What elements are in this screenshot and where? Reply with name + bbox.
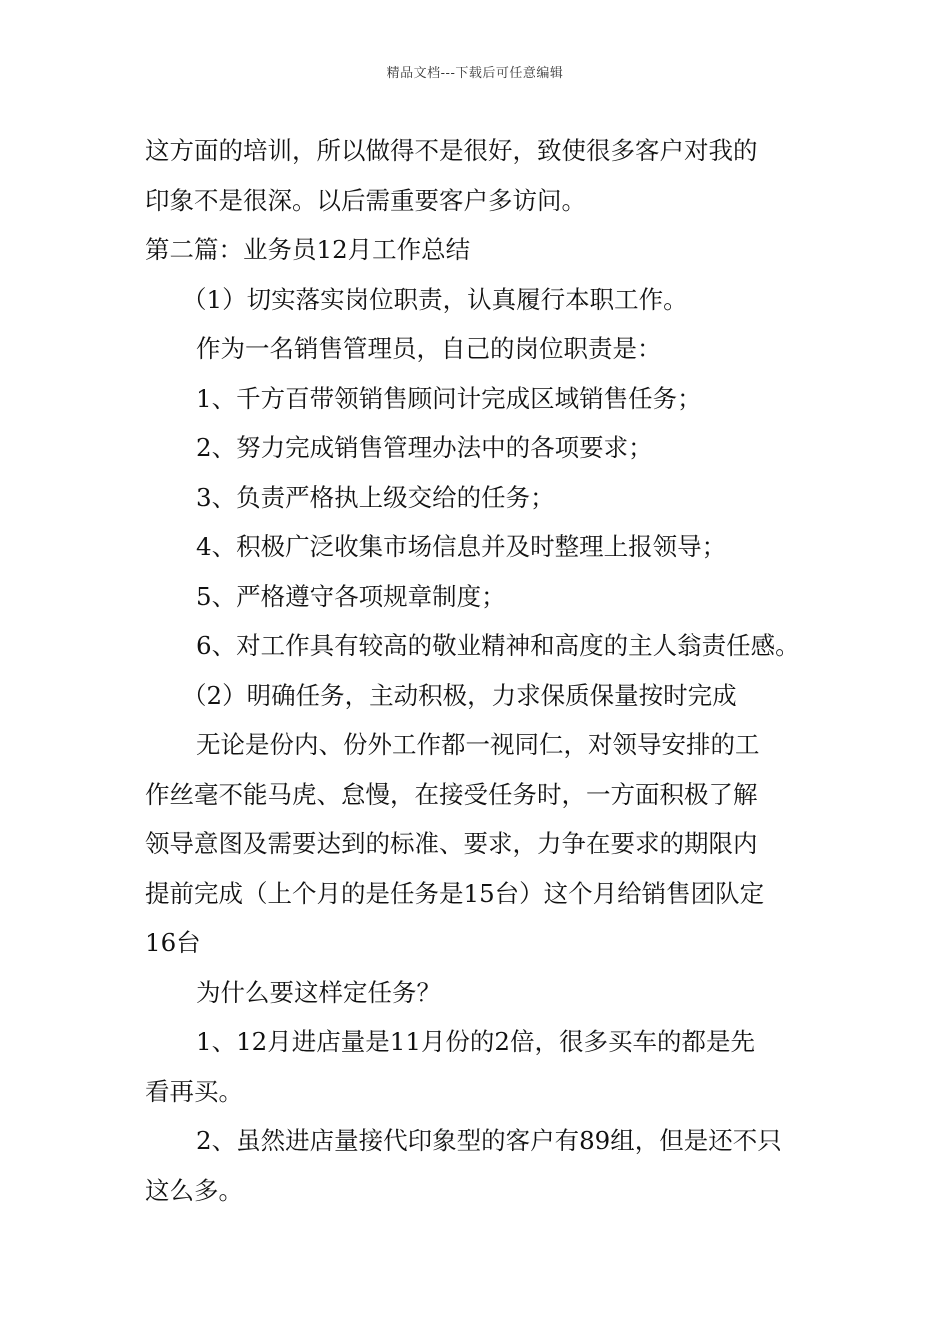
list-item: 2、努力完成销售管理办法中的各项要求； (196, 433, 653, 462)
subheading-1: （1）切实落实岗位职责，认真履行本职工作。 (182, 284, 688, 314)
paragraph-line: 领导意图及需要达到的标准、要求，力争在要求的期限内 (145, 829, 758, 858)
list-item: 1、12月进店量是11月份的2倍，很多买车的都是先 (196, 1027, 756, 1056)
list-item: 2、虽然进店量接代印象型的客户有89组，但是还不只 (196, 1126, 782, 1155)
document-body (145, 126, 809, 1215)
paragraph-line: 无论是份内、份外工作都一视同仁，对领导安排的工 (196, 730, 760, 759)
paragraph-line: 这么多。 (145, 1175, 243, 1205)
paragraph-line: 这方面的培训，所以做得不是很好，致使很多客户对我的 (145, 136, 758, 165)
paragraph-line: 作丝毫不能马虎、怠慢，在接受任务时，一方面积极了解 (145, 779, 758, 809)
paragraph-line: 作为一名销售管理员，自己的岗位职责是： (196, 334, 662, 363)
paragraph-line: 16台 (145, 928, 201, 957)
paragraph-line: 为什么要这样定任务？ (196, 977, 441, 1007)
list-item: 5、严格遵守各项规章制度； (196, 581, 506, 611)
list-item: 6、对工作具有较高的敬业精神和高度的主人翁责任感。 (196, 631, 800, 660)
paragraph-line: 印象不是很深。以后需重要客户多访问。 (145, 185, 586, 215)
subheading-2: （2）明确任务，主动积极，力求保质保量按时完成 (182, 680, 737, 710)
section-heading: 第二篇：业务员12月工作总结 (145, 235, 471, 264)
list-item: 1、千方百带领销售顾问计完成区域销售任务； (196, 383, 702, 413)
paragraph-line: 看再买。 (145, 1076, 243, 1106)
paragraph-line: 提前完成（上个月的是任务是15台）这个月给销售团队定 (145, 878, 765, 908)
list-item: 4、积极广泛收集市场信息并及时整理上报领导； (196, 532, 727, 561)
list-item: 3、负责严格执上级交给的任务； (196, 482, 555, 512)
page-header: 精品文档---下载后可任意编辑 (386, 66, 564, 81)
